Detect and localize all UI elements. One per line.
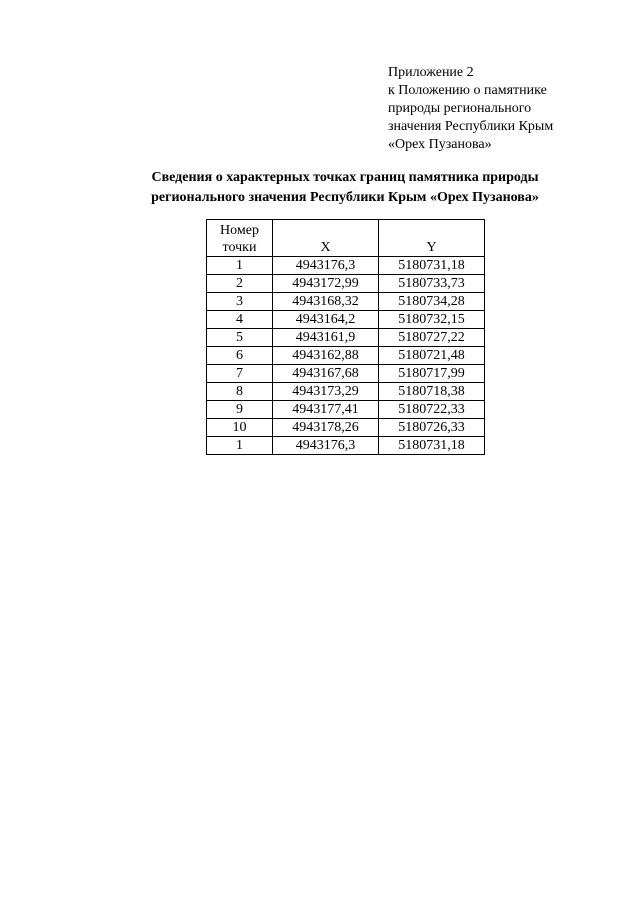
table-row	[207, 437, 485, 455]
cell-point-number: 6	[207, 347, 273, 365]
cell-y: 5180721,48	[379, 347, 485, 365]
cell-x: 4943172,99	[273, 275, 379, 293]
cell-y: 5180734,28	[379, 293, 485, 311]
title-line: регионального значения Республики Крым «Орех Пузанова»	[151, 190, 539, 205]
cell-x: 4943162,88	[273, 347, 379, 365]
cell-x: 4943173,29	[273, 383, 379, 401]
cell-x: 4943176,3	[273, 437, 379, 455]
cell-y: 5180727,22	[379, 329, 485, 347]
table-row	[207, 311, 485, 329]
cell-y: 5180731,18	[379, 257, 485, 275]
cell-y: 5180718,38	[379, 383, 485, 401]
appendix-line: Приложение 2	[388, 65, 474, 80]
table-row	[207, 293, 485, 311]
cell-y: 5180717,99	[379, 365, 485, 383]
appendix-line: «Орех Пузанова»	[388, 137, 492, 152]
cell-x: 4943177,41	[273, 401, 379, 419]
cell-point-number: 8	[207, 383, 273, 401]
header-point-number-line2: точки	[222, 240, 257, 255]
table-row	[207, 347, 485, 365]
cell-point-number: 3	[207, 293, 273, 311]
header-point-number	[207, 220, 273, 257]
table-row	[207, 329, 485, 347]
cell-point-number: 10	[207, 419, 273, 437]
table-header-row	[207, 220, 485, 257]
cell-x: 4943168,32	[273, 293, 379, 311]
appendix-reference	[388, 64, 618, 154]
table-row	[207, 275, 485, 293]
header-x: X	[273, 220, 379, 257]
cell-point-number: 4	[207, 311, 273, 329]
title-line: Сведения о характерных точках границ памятника природы	[151, 170, 539, 185]
cell-y: 5180722,33	[379, 401, 485, 419]
cell-y: 5180731,18	[379, 437, 485, 455]
cell-x: 4943167,68	[273, 365, 379, 383]
table-row	[207, 257, 485, 275]
table-row	[207, 365, 485, 383]
cell-point-number: 5	[207, 329, 273, 347]
cell-x: 4943161,9	[273, 329, 379, 347]
cell-point-number: 7	[207, 365, 273, 383]
appendix-line: значения Республики Крым	[388, 119, 554, 134]
table-row	[207, 419, 485, 437]
header-point-number-line1: Номер	[220, 223, 259, 238]
cell-y: 5180726,33	[379, 419, 485, 437]
appendix-line: к Положению о памятнике	[388, 83, 547, 98]
coordinates-table	[206, 219, 485, 455]
cell-x: 4943164,2	[273, 311, 379, 329]
cell-point-number: 1	[207, 257, 273, 275]
cell-x: 4943178,26	[273, 419, 379, 437]
cell-point-number: 1	[207, 437, 273, 455]
cell-y: 5180733,73	[379, 275, 485, 293]
cell-point-number: 2	[207, 275, 273, 293]
cell-y: 5180732,15	[379, 311, 485, 329]
table-row	[207, 401, 485, 419]
appendix-line: природы регионального	[388, 101, 532, 116]
table-row	[207, 383, 485, 401]
header-y: Y	[379, 220, 485, 257]
cell-point-number: 9	[207, 401, 273, 419]
cell-x: 4943176,3	[273, 257, 379, 275]
document-title	[120, 168, 570, 208]
